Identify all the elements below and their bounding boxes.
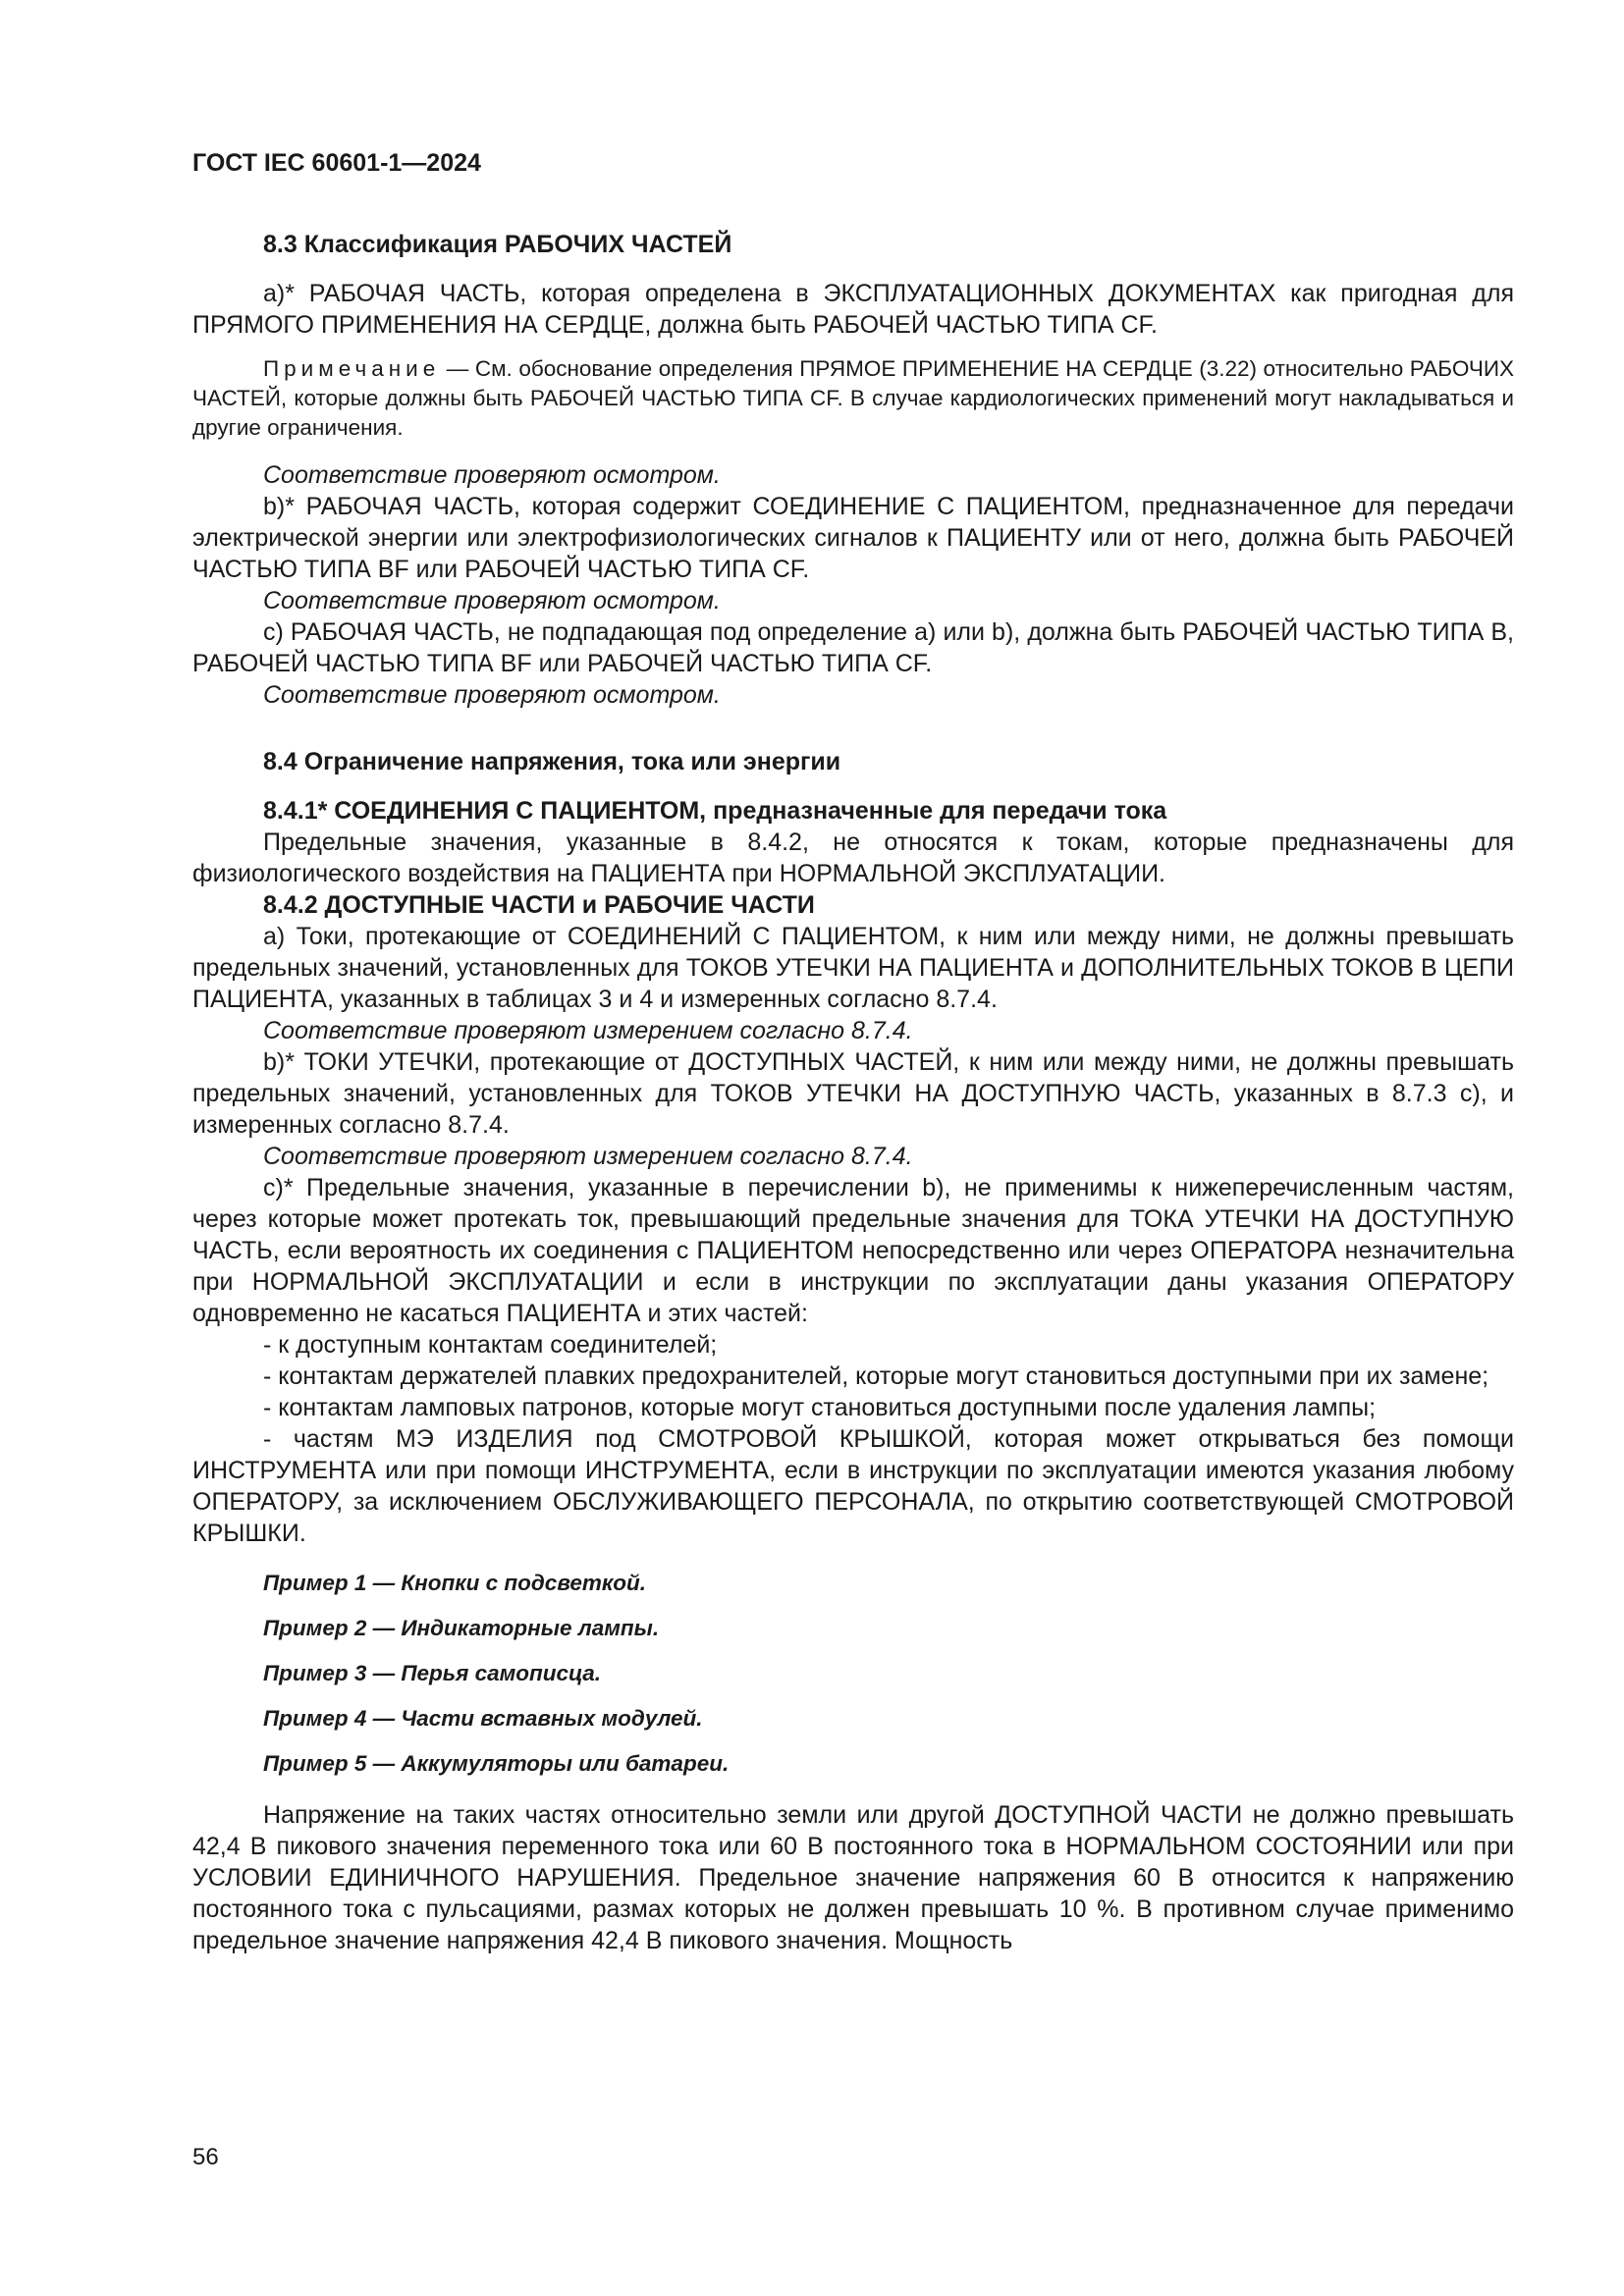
section-8-4-2-item-b: b)* ТОКИ УТЕЧКИ, протекающие от ДОСТУПНЫХ ЧАСТЕЙ, к ним или между ними, не должны превышать предельных значений, установленных для ТОКОВ УТЕЧКИ НА ДОСТУПНУЮ ЧАСТЬ, указанных в 8.7.3 с), и измеренных согласно 8.7.4.: [192, 1048, 1514, 1139]
section-8-4-1-heading: 8.4.1* СОЕДИНЕНИЯ С ПАЦИЕНТОМ, предназначенные для передачи тока: [263, 797, 1167, 825]
page-number: 56: [192, 2144, 219, 2170]
section-8-4-2-item-a: а) Токи, протекающие от СОЕДИНЕНИЙ С ПАЦИЕНТОМ, к ним или между ними, не должны превышать предельных значений, установленных для ТОКОВ УТЕЧКИ НА ПАЦИЕНТА и ДОПОЛНИТЕЛЬНЫХ ТОКОВ В ЦЕПИ ПАЦИЕНТА, указанных в таблицах 3 и 4 и измеренных согласно 8.7.4.: [192, 923, 1514, 1013]
section-8-3-item-c: с) РАБОЧАЯ ЧАСТЬ, не подпадающая под определение а) или b), должна быть РАБОЧЕЙ ЧАСТЬЮ ТИПА В, РАБОЧЕЙ ЧАСТЬЮ ТИПА BF или РАБОЧЕЙ ЧАСТЬЮ ТИПА CF.: [192, 618, 1514, 677]
example-item: Пример 4 — Части вставных модулей.: [263, 1706, 703, 1731]
example-item: Пример 1 — Кнопки с подсветкой.: [263, 1571, 647, 1595]
compliance-statement: Соответствие проверяют измерением согласно 8.7.4.: [263, 1017, 913, 1044]
note-paragraph: [192, 354, 1514, 443]
compliance-statement: Соответствие проверяют осмотром.: [263, 461, 721, 489]
section-8-3-item-a: а)* РАБОЧАЯ ЧАСТЬ, которая определена в ЭКСПЛУАТАЦИОННЫХ ДОКУМЕНТАХ как пригодная для ПРЯМОГО ПРИМЕНЕНИЯ НА СЕРДЦЕ, должна быть РАБОЧЕЙ ЧАСТЬЮ ТИПА CF.: [192, 280, 1514, 339]
list-item: - к доступным контактам соединителей;: [263, 1331, 718, 1359]
voltage-paragraph: Напряжение на таких частях относительно земли или другой ДОСТУПНОЙ ЧАСТИ не должно превышать 42,4 В пикового значения переменного тока или 60 В постоянного тока в НОРМАЛЬНОМ СОСТОЯНИИ или при УСЛОВИИ ЕДИНИЧНОГО НАРУШЕНИЯ. Предельное значение напряжения 60 В относится к напряжению постоянного тока с пульсациями, размах которых не должен превышать 10 %. В противном случае применимо предельное значение напряжения 42,4 В пикового значения. Мощность: [192, 1801, 1514, 1954]
section-8-4-2-item-c: с)* Предельные значения, указанные в перечислении b), не применимы к нижеперечисленным частям, через которые может протекать ток, превышающий предельные значения для ТОКА УТЕЧКИ НА ДОСТУПНУЮ ЧАСТЬ, если вероятность их соединения с ПАЦИЕНТОМ непосредственно или через ОПЕРАТОРА незначительна при НОРМАЛЬНОЙ ЭКСПЛУАТАЦИИ и если в инструкции по эксплуатации даны указания ОПЕРАТОРУ одновременно не касаться ПАЦИЕНТА и этих частей:: [192, 1174, 1514, 1327]
compliance-statement: Соответствие проверяют измерением согласно 8.7.4.: [263, 1143, 913, 1170]
compliance-statement: Соответствие проверяют осмотром.: [263, 587, 721, 614]
section-8-3-heading: 8.3 Классификация РАБОЧИХ ЧАСТЕЙ: [263, 231, 732, 258]
section-8-4-2-heading: 8.4.2 ДОСТУПНЫЕ ЧАСТИ и РАБОЧИЕ ЧАСТИ: [263, 891, 815, 919]
document-header: ГОСТ IEC 60601-1—2024: [192, 149, 481, 177]
note-text: — См. обоснование определения ПРЯМОЕ ПРИМЕНЕНИЕ НА СЕРДЦЕ (3.22) относительно РАБОЧИХ ЧАСТЕЙ, которые должны быть РАБОЧЕЙ ЧАСТЬЮ ТИПА CF. В случае кардиологических применений могут накладываться и другие ограничения.: [192, 356, 1514, 440]
list-item: - контактам ламповых патронов, которые могут становиться доступными после удаления лампы;: [263, 1394, 1377, 1421]
example-item: Пример 3 — Перья самописца.: [263, 1661, 602, 1685]
list-item: - частям МЭ ИЗДЕЛИЯ под СМОТРОВОЙ КРЫШКОЙ, которая может открываться без помощи ИНСТРУМЕНТА или при помощи ИНСТРУМЕНТА, если в инструкции по эксплуатации имеются указания любому ОПЕРАТОРУ, за исключением ОБСЛУЖИВАЮЩЕГО ПЕРСОНАЛА, по открытию соответствующей СМОТРОВОЙ КРЫШКИ.: [192, 1425, 1514, 1547]
page-content: [192, 147, 1514, 1956]
list-item: - контактам держателей плавких предохранителей, которые могут становиться доступными при их замене;: [263, 1362, 1489, 1390]
example-item: Пример 2 — Индикаторные лампы.: [263, 1616, 660, 1640]
note-label: Примечание: [263, 356, 441, 381]
section-8-4-heading: 8.4 Ограничение напряжения, тока или энергии: [263, 748, 841, 775]
example-item: Пример 5 — Аккумуляторы или батареи.: [263, 1751, 730, 1776]
compliance-statement: Соответствие проверяют осмотром.: [263, 681, 721, 709]
section-8-3-item-b: b)* РАБОЧАЯ ЧАСТЬ, которая содержит СОЕДИНЕНИЕ С ПАЦИЕНТОМ, предназначенное для передачи электрической энергии или электрофизиологических сигналов к ПАЦИЕНТУ или от него, должна быть РАБОЧЕЙ ЧАСТЬЮ ТИПА BF или РАБОЧЕЙ ЧАСТЬЮ ТИПА CF.: [192, 493, 1514, 583]
section-8-4-1-text: Предельные значения, указанные в 8.4.2, не относятся к токам, которые предназначены для физиологического воздействия на ПАЦИЕНТА при НОРМАЛЬНОЙ ЭКСПЛУАТАЦИИ.: [192, 828, 1514, 887]
